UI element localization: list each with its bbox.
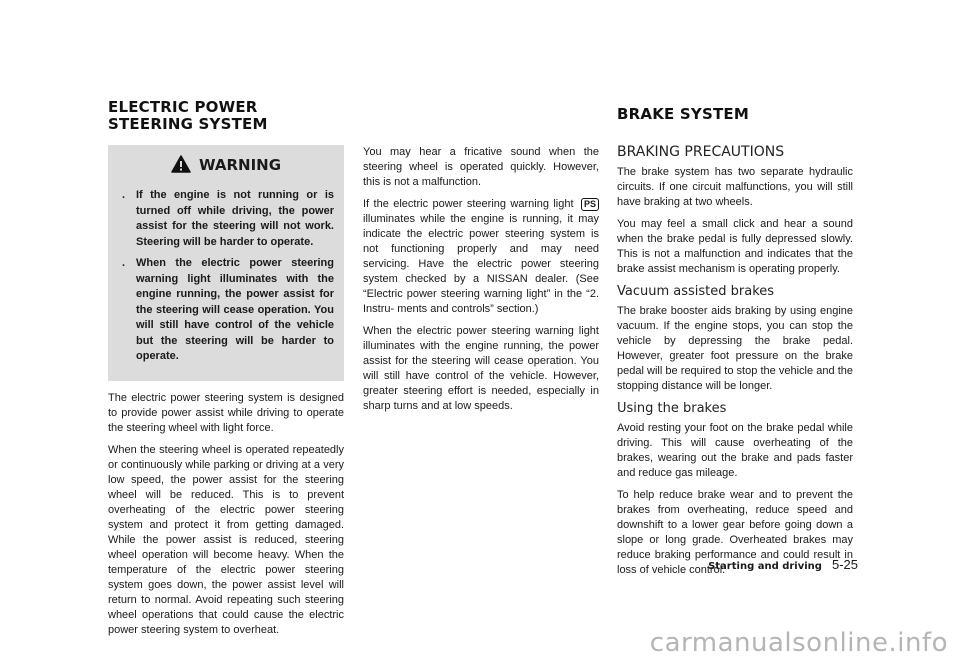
subheading-vacuum-assisted-brakes: Vacuum assisted brakes (617, 284, 775, 299)
eps-paragraph-2: When the steering wheel is operated repeatedly or continuously while parking or driving at a very low speed, the power assist for the steering wheel will be reduced. This is to prevent overheating of the electric power steering system and protect it from getting damaged. While the power assist is reduced, steering wheel operation will become heavy. When the temperature of the electric power steering system goes down, the power assist level will return to normal. Avoid repeating such steering wheel operations that could cause the electric power steering system to overheat. (108, 443, 344, 636)
brake-precautions-paragraph-2: You may feel a small click and hear a sound when the brake pedal is fully depressed slowly. This is not a malfunction and indicates that the brake assist mechanism is operating properly. (617, 218, 853, 275)
using-brakes-paragraph-2: To help reduce brake wear and to prevent the brakes from overheating, reduce speed and downshift to a lower gear before going down a slope or long grade. Overheated brakes may reduce braking performance and could result in loss of vehicle control. (617, 489, 853, 576)
eps-paragraph-1: The electric power steering system is designed to provide power assist while driving to operate the steering wheel with light force. (108, 391, 344, 434)
page-footer (668, 557, 858, 572)
warning-item (118, 256, 334, 365)
subheading-braking-precautions: BRAKING PRECAUTIONS (617, 144, 785, 160)
section-heading-electric-power-steering: ELECTRIC POWER STEERING SYSTEM (108, 98, 268, 133)
eps-paragraph-4 (363, 197, 599, 317)
section-heading-brake-system: BRAKE SYSTEM (617, 105, 749, 123)
warning-triangle-icon (171, 155, 191, 176)
warning-item (118, 188, 334, 250)
vacuum-paragraph: The brake booster aids braking by using engine vacuum. If the engine stops, you can stop the vehicle by depressing the brake pedal. However, greater foot pressure on the brake pedal will be required to stop the vehicle and the stopping distance will be longer. (617, 305, 853, 392)
footer-section-name: Starting and driving (708, 561, 822, 572)
column-left (108, 145, 344, 645)
watermark: carmanualsonline.info (649, 628, 948, 658)
eps-paragraph-5: When the electric power steering warning light illuminates with the engine running, the power assist for the steering will cease operation. You will still have control of the vehicle. However, greater steering effort is needed, especially in sharp turns and at low speeds. (363, 325, 599, 412)
power-steering-warning-icon: PS (581, 198, 599, 211)
warning-item-text: When the electric power steering warning light illuminates with the engine running, the power assist for the steering will cease operation. You will still have control of the vehicle but the steering will be harder to operate. (136, 257, 334, 362)
warning-header (118, 155, 334, 176)
warning-list (118, 188, 334, 365)
warning-box (108, 145, 344, 381)
warning-item-text: If the engine is not running or is turned off while driving, the power assist for the steering will not work. Steering will be harder to operate. (136, 189, 334, 248)
column-right (617, 145, 853, 585)
using-brakes-paragraph-1: Avoid resting your foot on the brake pedal while driving. This will cause overheating of the brakes, wearing out the brake and pads faster and reduce gas mileage. (617, 422, 853, 479)
eps-paragraph-3: You may hear a fricative sound when the steering wheel is operated quickly. However, this is not a malfunction. (363, 146, 599, 188)
warning-title: WARNING (198, 156, 282, 174)
eps-paragraph-4-lead: If the electric power steering warning light (363, 198, 574, 210)
brake-precautions-paragraph-1: The brake system has two separate hydraulic circuits. If one circuit malfunctions, you will still have braking at two wheels. (617, 166, 853, 208)
subheading-using-the-brakes: Using the brakes (617, 401, 727, 416)
column-middle (363, 145, 599, 421)
bullet-icon: . (122, 189, 126, 201)
bullet-icon: . (122, 257, 126, 269)
eps-paragraph-4-rest: illuminates while the engine is running, it may indicate the electric power steering system is not functioning properly and may need servicing. Have the electric power steering system checked by a NISSAN dealer. (See “Electric power steering warning light” in the “2. Instru- ments and controls” section.) (363, 213, 599, 315)
page-number: 5-25 (831, 557, 858, 572)
